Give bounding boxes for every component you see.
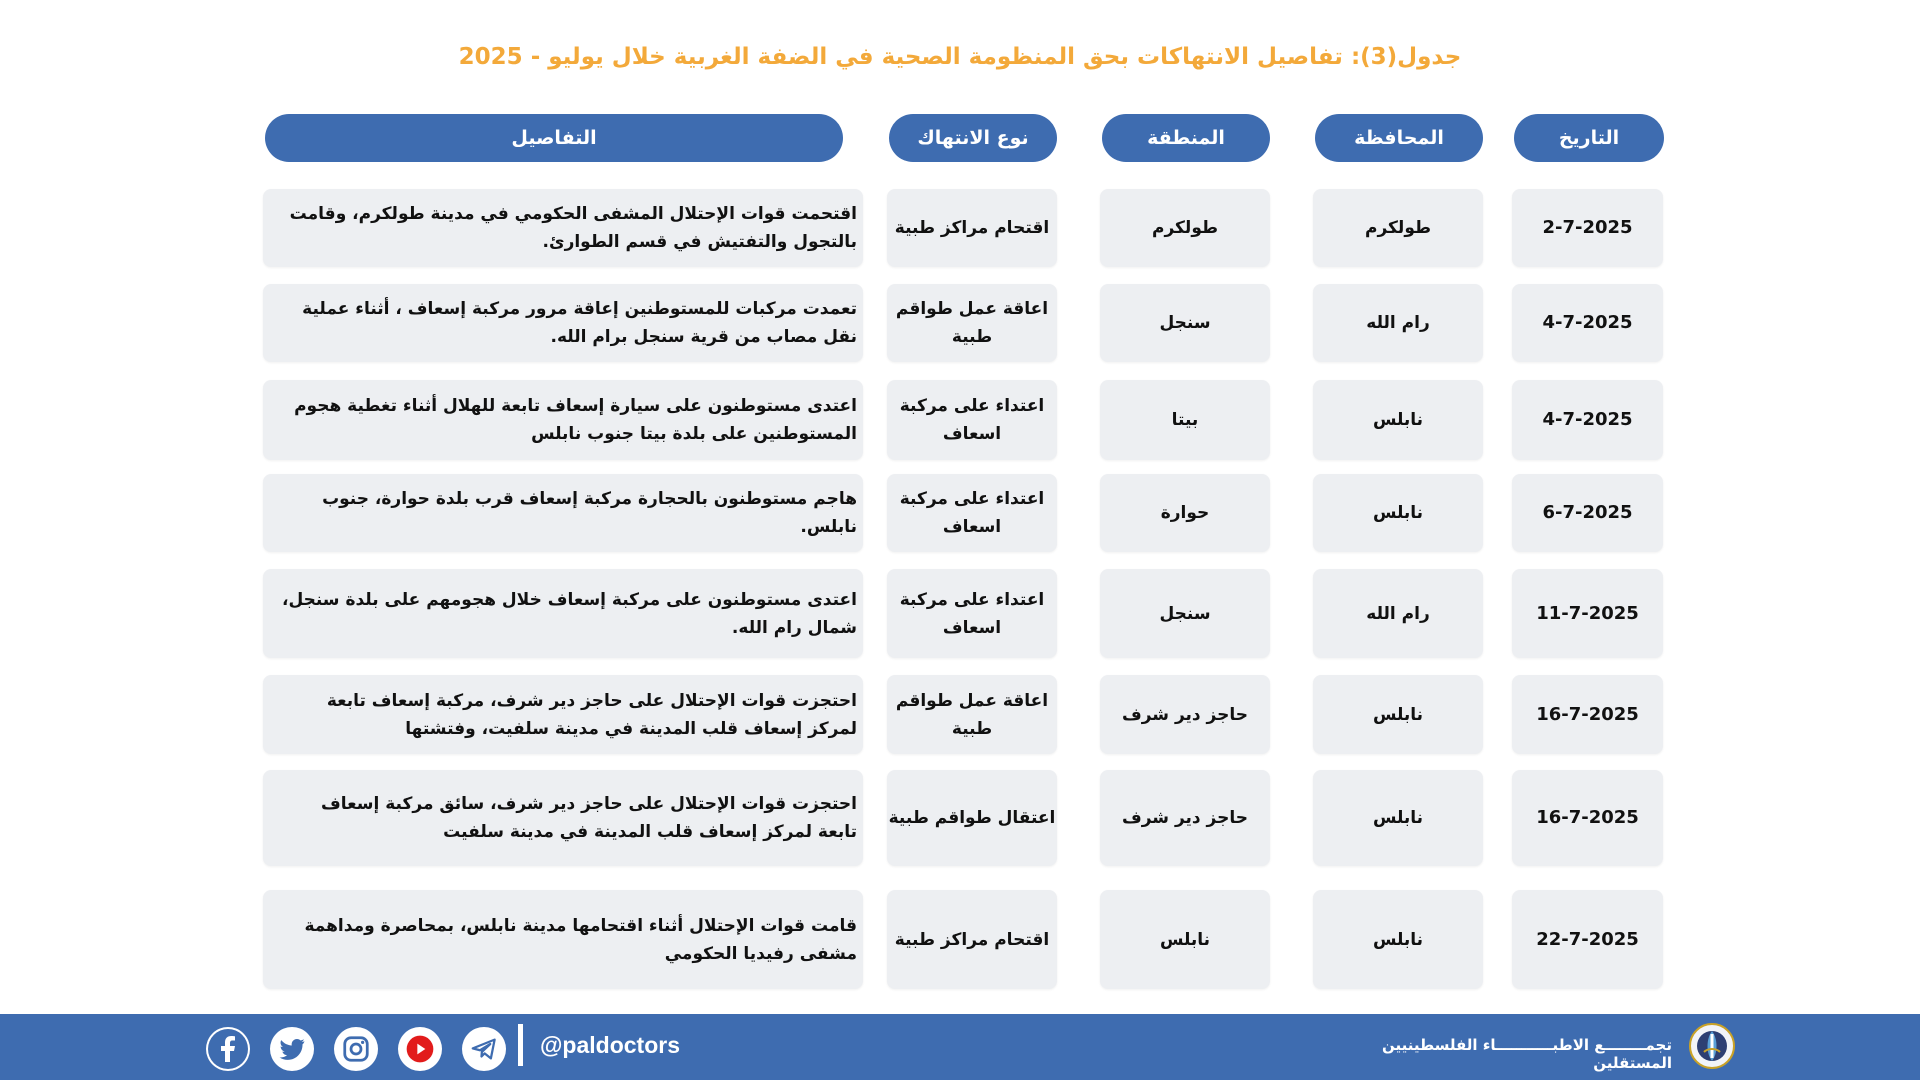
cell-governorate: نابلس: [1313, 474, 1483, 552]
instagram-icon[interactable]: [334, 1027, 378, 1071]
cell-area: بيتا: [1100, 380, 1270, 460]
cell-details: [263, 675, 863, 754]
header-details: التفاصيل: [265, 114, 843, 162]
details-text: قامت قوات الإحتلال أثناء اقتحامها مدينة نابلس، بمحاصرة ومداهمة مشفى رفيديا الحكومي: [304, 915, 857, 964]
table-row: [0, 474, 1920, 552]
cell-violation-type: اعتداء على مركبة اسعاف: [887, 569, 1057, 658]
telegram-icon[interactable]: [462, 1027, 506, 1071]
table-row: [0, 284, 1920, 362]
cell-details: [263, 569, 863, 658]
table-row: [0, 189, 1920, 267]
cell-governorate: نابلس: [1313, 675, 1483, 754]
cell-area: حوارة: [1100, 474, 1270, 552]
cell-date: 4-7-2025: [1512, 380, 1663, 460]
footer-divider: [518, 1024, 523, 1066]
twitter-icon[interactable]: [270, 1027, 314, 1071]
details-text: هاجم مستوطنون بالحجارة مركبة إسعاف قرب بلدة حوارة، جنوب نابلس.: [322, 489, 857, 537]
cell-area: سنجل: [1100, 284, 1270, 362]
cell-governorate: رام الله: [1313, 569, 1483, 658]
cell-details: [263, 474, 863, 552]
details-text: اعتدى مستوطنون على مركبة إسعاف خلال هجومهم على بلدة سنجل، شمال رام الله.: [281, 589, 857, 638]
cell-details: [263, 770, 863, 866]
cell-governorate: طولكرم: [1313, 189, 1483, 267]
header-governorate: المحافظة: [1315, 114, 1483, 162]
social-handle[interactable]: @paldoctors: [540, 1032, 680, 1058]
cell-violation-type: اعتداء على مركبة اسعاف: [887, 474, 1057, 552]
cell-date: 22-7-2025: [1512, 890, 1663, 989]
cell-area: نابلس: [1100, 890, 1270, 989]
organization-name: تجمــــــــع الاطبـــــــــــاء الفلسطينيين المستقلين: [1381, 1036, 1672, 1072]
cell-violation-type: اعتداء على مركبة اسعاف: [887, 380, 1057, 460]
table-row: [0, 890, 1920, 989]
cell-violation-type: اعاقة عمل طواقم طبية: [887, 675, 1057, 754]
cell-governorate: رام الله: [1313, 284, 1483, 362]
cell-area: سنجل: [1100, 569, 1270, 658]
table-row: [0, 380, 1920, 460]
cell-violation-type: اقتحام مراكز طبية: [887, 890, 1057, 989]
table-row: [0, 770, 1920, 866]
footer-bar: [0, 1014, 1920, 1080]
cell-violation-type: اقتحام مراكز طبية: [887, 189, 1057, 267]
cell-date: 4-7-2025: [1512, 284, 1663, 362]
cell-violation-type: اعاقة عمل طواقم طبية: [887, 284, 1057, 362]
cell-details: [263, 284, 863, 362]
cell-date: 16-7-2025: [1512, 675, 1663, 754]
cell-date: 6-7-2025: [1512, 474, 1663, 552]
cell-governorate: نابلس: [1313, 770, 1483, 866]
header-area: المنطقة: [1102, 114, 1270, 162]
cell-details: [263, 380, 863, 460]
cell-area: طولكرم: [1100, 189, 1270, 267]
details-text: احتجزت قوات الإحتلال على حاجز دير شرف، مركبة إسعاف تابعة لمركز إسعاف قلب المدينة في مدينة سلفيت، وفتشتها: [326, 690, 857, 739]
cell-violation-type: اعتقال طواقم طبية: [887, 770, 1057, 866]
cell-area: حاجز دير شرف: [1100, 770, 1270, 866]
table-row: [0, 675, 1920, 754]
cell-date: 11-7-2025: [1512, 569, 1663, 658]
cell-governorate: نابلس: [1313, 890, 1483, 989]
cell-governorate: نابلس: [1313, 380, 1483, 460]
table-row: [0, 569, 1920, 658]
youtube-icon[interactable]: [398, 1027, 442, 1071]
details-text: اقتحمت قوات الإحتلال المشفى الحكومي في مدينة طولكرم، وقامت بالتجول والتفتيش في قسم الطوارئ.: [289, 204, 857, 252]
cell-details: [263, 189, 863, 267]
details-text: تعمدت مركبات للمستوطنين إعاقة مرور مركبة إسعاف ، أثناء عملية نقل مصاب من قرية سنجل برام الله.: [302, 299, 857, 347]
details-text: اعتدى مستوطنون على سيارة إسعاف تابعة للهلال أثناء تغطية هجوم المستوطنين على بلدة بيتا جنوب نابلس: [294, 396, 857, 444]
details-text: احتجزت قوات الإحتلال على حاجز دير شرف، سائق مركبة إسعاف تابعة لمركز إسعاف قلب المدينة في مدينة سلفيت: [321, 794, 857, 842]
cell-date: 2-7-2025: [1512, 189, 1663, 267]
cell-details: [263, 890, 863, 989]
table-title: جدول(3): تفاصيل الانتهاكات بحق المنظومة الصحية في الضفة الغربية خلال يوليو - 2025: [458, 44, 1462, 70]
facebook-icon[interactable]: [206, 1027, 250, 1071]
header-date: التاريخ: [1514, 114, 1664, 162]
organization-logo: [1688, 1022, 1736, 1070]
header-violation-type: نوع الانتهاك: [889, 114, 1057, 162]
cell-area: حاجز دير شرف: [1100, 675, 1270, 754]
cell-date: 16-7-2025: [1512, 770, 1663, 866]
